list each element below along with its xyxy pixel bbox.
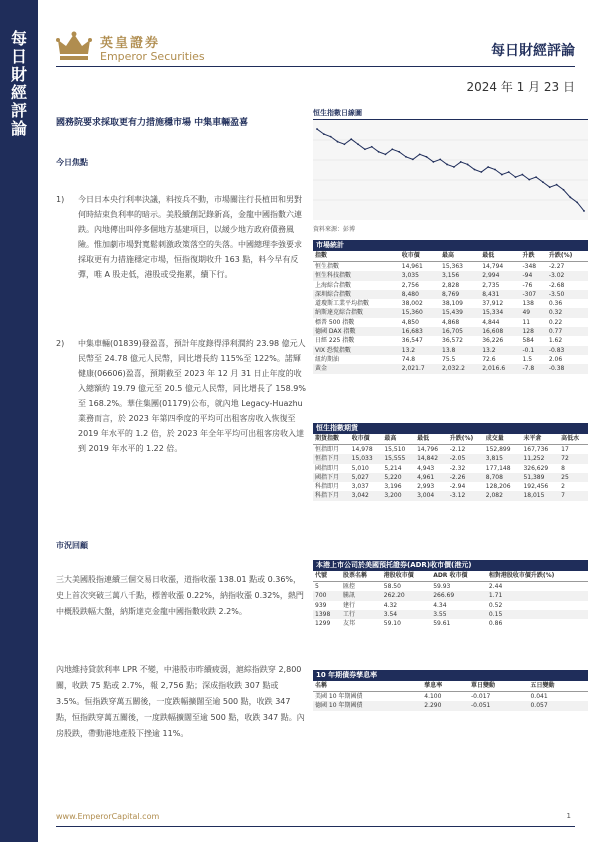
table-cell: 5,027 [350, 473, 383, 482]
review-paragraph-2: 內地維持貸款利率 LPR 不變，中港股市昨續疲弱，滬綜指跌穿 2,800 關，收跌 75 點或 2.7%，報 2,756 點；深成指收跌 307 點或 3.5%。恒指跌穿萬五關後，一度跌幅擴闊至逾 500 點，收跌 347 點，恒指跌穿萬五關後，一度跌幅擴闊至逾 500 點，收跌 347 點。內房股跌，帶動港地產股下挫逾 11%。 [56, 665, 305, 738]
table-cell: 4.34 [433, 601, 447, 609]
table-cell: 11 [522, 318, 531, 326]
table-cell: 2,016.6 [480, 364, 520, 373]
table-cell: 標普 500 指數 [315, 318, 355, 326]
table-cell: 0.22 [548, 318, 563, 326]
table-cell: 59.93 [433, 583, 451, 590]
table-cell: 4,868 [442, 318, 460, 326]
table-cell: 75.5 [442, 355, 456, 363]
table-cell: 8,431 [480, 290, 520, 299]
table-cell: 36,226 [482, 337, 504, 345]
table-row [313, 299, 588, 308]
table-cell: 939 [315, 601, 327, 609]
table-cell: -2.27 [548, 263, 565, 270]
table-cell: 15,033 [350, 454, 383, 463]
table-cell: 262.20 [382, 591, 431, 600]
column-header: 最低 [415, 434, 448, 445]
table-cell: VIX 恐慌指數 [313, 346, 400, 355]
table-cell: 14,978 [351, 446, 373, 453]
table-cell: 18,015 [521, 491, 559, 500]
column-header: 名稱 [313, 681, 422, 692]
table-cell: 2.290 [422, 701, 469, 710]
data-point [405, 156, 407, 158]
table-cell: 0.057 [528, 701, 588, 710]
table-cell: 15,510 [384, 446, 406, 453]
table-row [313, 692, 588, 702]
table-cell: 2,032.2 [440, 364, 480, 373]
table-cell: -0.83 [547, 346, 588, 355]
table-cell: 13.2 [480, 346, 520, 355]
vertical-title-char: 每 [10, 29, 27, 48]
table-cell: 納斯達克綜合指數 [313, 308, 400, 317]
data-point [535, 176, 537, 178]
table-cell: 3.54 [382, 610, 431, 619]
table-cell: 15,363 [442, 263, 463, 270]
column-header: 股票名稱 [341, 571, 382, 582]
table-cell: 5,010 [351, 464, 369, 472]
column-header: 期貨指數 [313, 434, 350, 445]
bond-table [313, 670, 588, 711]
data-point [474, 169, 476, 171]
table-row [313, 336, 588, 345]
data-point [583, 210, 585, 212]
table-cell: 深圳綜合指數 [313, 290, 400, 299]
table-cell: 0.15 [487, 610, 588, 619]
table-cell: -0.38 [547, 364, 588, 373]
table-cell: 14,796 [417, 446, 439, 453]
table-cell: -2.68 [548, 281, 565, 289]
table-cell: 4,943 [417, 464, 435, 472]
table-cell: 7 [559, 491, 588, 500]
table-cell: 2,082 [484, 491, 522, 500]
table-cell: 152,899 [485, 446, 511, 453]
table-cell: 15,555 [382, 454, 415, 463]
table-cell: 紐約期油 [315, 355, 340, 363]
data-point [480, 171, 482, 173]
data-point [501, 174, 503, 176]
table-cell: -3.12 [448, 491, 484, 500]
report-date: 2024 年 1 月 23 日 [466, 80, 575, 94]
column-header: 孳息率 [422, 681, 469, 692]
table-cell: -2.05 [448, 454, 484, 463]
logo-en: Emperor Securities [100, 50, 205, 63]
company-logo [56, 30, 216, 74]
chart-background [313, 120, 588, 220]
table-cell: 4,844 [482, 318, 500, 326]
vertical-title-char: 日 [10, 47, 27, 66]
page-number: 1 [566, 812, 571, 820]
table-cell: 2,994 [480, 271, 520, 280]
table-cell: 2,993 [417, 483, 435, 491]
data-point [378, 151, 380, 153]
column-header: 港股收市價 [382, 571, 431, 582]
table-row [313, 281, 588, 290]
vertical-title-char: 論 [10, 119, 27, 138]
table-cell: 恒指即月 [315, 446, 340, 453]
table-cell: 326,629 [523, 464, 549, 472]
review-paragraph-1: 三大美國股指連續三個交易日收漲，道指收漲 138.01 點或 0.36%，史上首次突破三萬八千點，標普收漲 0.22%，納指收漲 0.32%，熱門中概股跌幅大盤，納斯達克金龍中國指數收跌 2.2%。 [56, 575, 304, 616]
table-cell: 5 [315, 583, 319, 590]
table-cell: 騰訊 [341, 591, 382, 600]
table-cell: 58.50 [383, 583, 401, 590]
table-cell: 14,842 [415, 454, 448, 463]
table-cell: 36,547 [401, 337, 423, 345]
column-header: 收市價 [350, 434, 383, 445]
table-header-row [313, 571, 588, 582]
table-cell: 匯控 [343, 583, 356, 590]
table-cell: 128 [520, 327, 546, 336]
table-cell: -94 [520, 271, 546, 280]
table-cell: 11,252 [521, 454, 559, 463]
table-cell: 4.32 [383, 601, 398, 609]
table-cell: 37,912 [482, 300, 504, 308]
table-cell: 黃金 [313, 364, 400, 373]
data-point [398, 151, 400, 153]
table-cell: 日經 225 指數 [315, 337, 355, 345]
table-cell: 0.36 [548, 300, 563, 308]
table-row [313, 491, 588, 500]
table-cell: 3,042 [350, 491, 383, 500]
data-point [432, 161, 434, 163]
data-point [343, 143, 345, 145]
table-cell: 3,200 [382, 491, 415, 500]
table-cell: 3,037 [351, 483, 369, 491]
table-cell: 3,035 [400, 271, 440, 280]
table-row [313, 445, 588, 455]
table-cell: 4,850 [401, 318, 419, 326]
data-point [515, 176, 517, 178]
column-header: 最高 [440, 251, 480, 262]
table-cell: 59.61 [433, 620, 451, 628]
table-cell: 15,439 [440, 308, 480, 317]
table-cell: 美國 10 年期國債 [315, 693, 363, 700]
data-point [426, 156, 428, 158]
table-cell: 13.8 [440, 346, 480, 355]
table-cell: 15,360 [400, 308, 440, 317]
column-header: 成交量 [484, 434, 522, 445]
table-cell: -76 [522, 281, 533, 289]
data-point [446, 164, 448, 166]
chart-plot [313, 120, 588, 220]
data-point [508, 171, 510, 173]
table-cell: 恒生科技指數 [313, 271, 400, 280]
table-cell: 工行 [341, 610, 382, 619]
table-cell: -0.1 [520, 346, 546, 355]
data-point [330, 136, 332, 138]
data-point [521, 174, 523, 176]
table-header-row [313, 434, 588, 445]
column-header: 最高 [382, 434, 415, 445]
column-header: 單日變動 [469, 681, 528, 692]
table-row [313, 364, 588, 373]
vertical-title [6, 30, 32, 138]
table-row [313, 701, 588, 710]
table-cell: -2.26 [448, 473, 484, 482]
data-point [563, 189, 565, 191]
table-cell: 0.32 [547, 308, 588, 317]
table-cell: 700 [313, 591, 341, 600]
table-cell: 0.041 [530, 693, 548, 700]
table-row [313, 346, 588, 355]
logo-cn: 英皇證券 [100, 36, 161, 51]
data-point [576, 201, 578, 203]
data-point [337, 141, 339, 143]
table-title: 10 年期債券孳息率 [313, 670, 588, 681]
table-cell: -7.8 [520, 364, 546, 373]
column-header: 收市價 [400, 251, 440, 262]
data-point [467, 164, 469, 166]
data-point [453, 166, 455, 168]
column-header: 升跌 [520, 251, 546, 262]
table-row [313, 582, 588, 592]
data-point [323, 133, 325, 135]
table-row [313, 591, 588, 600]
document-title: 每日財經評論 [491, 43, 575, 59]
table-cell: 49 [520, 308, 546, 317]
data-point [350, 138, 352, 140]
table-header-row [313, 681, 588, 692]
table-cell: 192,456 [523, 483, 549, 491]
crown-icon [56, 30, 92, 64]
table-cell: 72.6 [482, 355, 496, 363]
table-cell: 上海綜合指數 [315, 281, 352, 289]
column-header: 高低水 [559, 434, 588, 445]
table-cell: 科指下月 [313, 491, 350, 500]
footer-divider [56, 826, 575, 827]
table-cell: 2,021.7 [400, 364, 440, 373]
headline: 國務院要求採取更有力措施穩市場 中集車輛盈喜 [56, 118, 249, 128]
market-stats-table [313, 240, 588, 374]
table-cell: 138 [522, 300, 534, 308]
data-point [385, 153, 387, 155]
table-row [313, 610, 588, 619]
table-row [313, 619, 588, 628]
table-cell: 0.77 [547, 327, 588, 336]
table-cell: 15,334 [480, 308, 520, 317]
focus-item-1 [56, 192, 306, 282]
column-header: 指數 [313, 251, 400, 262]
table-cell: -0.017 [471, 693, 491, 700]
table-cell: 16,608 [480, 327, 520, 336]
table-cell: 1398 [313, 610, 341, 619]
data-point [542, 181, 544, 183]
table-cell: 51,389 [521, 473, 559, 482]
data-point [412, 158, 414, 160]
table-row [313, 327, 588, 336]
data-point [316, 128, 318, 130]
table-cell: 1.62 [548, 337, 563, 345]
table-cell: 3,815 [484, 454, 522, 463]
data-point [569, 196, 571, 198]
vertical-title-char: 財 [10, 65, 27, 84]
table-cell: 科指即月 [315, 483, 340, 491]
table-cell: 14,961 [401, 263, 423, 270]
table-cell: -2.12 [449, 446, 466, 453]
table-cell: 1.71 [487, 591, 588, 600]
table-cell: 2,828 [442, 281, 460, 289]
table-row [313, 262, 588, 272]
table-row [313, 271, 588, 280]
column-header: 升跌(%) [547, 251, 588, 262]
futures-table [313, 423, 588, 501]
table-cell: 16,683 [400, 327, 440, 336]
item-number: 2) [56, 339, 65, 348]
focus-item-2 [56, 336, 306, 456]
table-cell: 恒生指數 [315, 263, 340, 270]
table-cell: 25 [559, 473, 588, 482]
column-header: 代號 [313, 571, 341, 582]
table-cell: 建行 [343, 601, 356, 609]
column-header: 五日變動 [528, 681, 588, 692]
table-cell: 德國 DAX 指數 [313, 327, 400, 336]
table-cell: 2.44 [488, 583, 503, 590]
table-cell: 266.69 [431, 591, 487, 600]
item-text: 中集車輛(01839)發盈喜，預計年度錄得淨利潤約 23.98 億元人民幣至 24.78 億元人民幣，同比增長約 115%至 122%。諾輝健康(06606)盈喜，預期截至 2023 年 12 月 31 日止年度的收入總額約 19.79 億元至 20.5 億元人民幣，同比增長了 158.9%至 168.2%。華住集團(01179)公布，就內地 Legacy-Huazhu 業務而言，於 2023 年第四季度的平均可出租客房收入恢復至 2019 年水平的 1.2 倍，於 2023 年全年平均可出租客房收入達到 2019 年水平的 1.22 倍。 [78, 339, 306, 453]
table-cell: 德國 10 年期國債 [313, 701, 422, 710]
table-cell: 3,156 [440, 271, 480, 280]
data-point [460, 161, 462, 163]
data-point [487, 166, 489, 168]
table-cell: 道瓊斯工業平均指數 [315, 300, 370, 308]
data-point [364, 148, 366, 150]
table-cell: 2.06 [548, 355, 563, 363]
data-point [357, 143, 359, 145]
review-title: 市況回顧 [56, 541, 88, 550]
table-cell: -348 [522, 263, 537, 270]
table-cell: -2.94 [449, 483, 466, 491]
table-cell: 國指即月 [315, 464, 340, 472]
table-cell: 17 [561, 446, 569, 453]
website-link[interactable]: www.EmperorCapital.com [56, 812, 160, 821]
data-point [419, 153, 421, 155]
table-cell: 0.52 [488, 601, 503, 609]
table-row [313, 454, 588, 463]
table-cell: -3.02 [547, 271, 588, 280]
table-row [313, 318, 588, 327]
table-cell: 14,794 [482, 263, 504, 270]
data-point [371, 146, 373, 148]
data-point [549, 186, 551, 188]
table-row [313, 290, 588, 299]
table-cell: 2,735 [482, 281, 500, 289]
header-divider [56, 66, 575, 67]
table-cell: 恒指下月 [313, 454, 350, 463]
data-point [391, 148, 393, 150]
table-title: 本港上市公司於美國預托證券(ADR)收市價(港元) [313, 560, 588, 571]
table-cell: 59.10 [383, 620, 401, 628]
table-row [313, 464, 588, 473]
table-cell: 8,769 [440, 290, 480, 299]
table-cell: 1.5 [522, 355, 533, 363]
table-cell: 1299 [315, 620, 331, 628]
table-cell: 國指下月 [313, 473, 350, 482]
table-cell: 8 [561, 464, 565, 472]
hsi-chart [313, 108, 588, 233]
table-cell: 38,109 [442, 300, 463, 308]
column-header: 相對港股收市價升跌(%) [487, 571, 588, 582]
table-cell: -2.32 [449, 464, 466, 472]
table-cell: -307 [520, 290, 546, 299]
table-row [313, 482, 588, 491]
table-cell: 177,148 [485, 464, 511, 472]
table-cell: 2,756 [401, 281, 419, 289]
chart-title: 恒生指數日線圖 [313, 108, 588, 120]
table-cell: 4.100 [424, 693, 442, 700]
table-cell: -3.50 [547, 290, 588, 299]
table-cell: 167,736 [523, 446, 549, 453]
column-header: ADR 收市價 [431, 571, 487, 582]
table-row [313, 308, 588, 317]
table-cell: 2 [561, 483, 565, 491]
table-cell: 36,572 [442, 337, 463, 345]
column-header: 最低 [480, 251, 520, 262]
table-cell: 13.2 [400, 346, 440, 355]
data-point [528, 179, 530, 181]
table-cell: 16,705 [440, 327, 480, 336]
table-cell: 8,708 [484, 473, 522, 482]
table-cell: 3,004 [415, 491, 448, 500]
table-title: 恒生指數期貨 [313, 423, 588, 434]
sidebar-band [0, 0, 38, 842]
table-cell: 5,220 [382, 473, 415, 482]
table-header-row [313, 251, 588, 262]
table-row [313, 355, 588, 364]
table-row [313, 473, 588, 482]
table-cell: 0.86 [488, 620, 503, 628]
table-row [313, 601, 588, 610]
table-cell: 3.55 [431, 610, 487, 619]
table-cell: 74.8 [401, 355, 416, 363]
table-cell: 4,961 [415, 473, 448, 482]
table-cell: 3,196 [384, 483, 402, 491]
vertical-title-char: 評 [10, 101, 27, 120]
data-point [556, 184, 558, 186]
adr-table [313, 560, 588, 628]
table-cell: 584 [522, 337, 534, 345]
vertical-title-char: 經 [10, 83, 27, 102]
focus-title: 今日焦點 [56, 158, 88, 167]
item-text: 今日日本央行利率決議，料按兵不動，市場關注行長植田和男對何時結束負利率的暗示。美股續創記錄新高，金龍中國指數六連跌。內地傳出叫停多個地方基建項目，以緩少地方政府債務風險。惟加劇市場對寬鬆刺激政策落空的失落。中國總理李強要求採取更有力措施穩定市場，恒指復期收升 163 點，料今早有反彈，唯 A 股走低，港股或受拖累，續下行。 [78, 195, 302, 279]
table-cell: 8,480 [400, 290, 440, 299]
column-header: 升跌(%) [448, 434, 484, 445]
table-cell: -0.051 [469, 701, 528, 710]
table-cell: 72 [559, 454, 588, 463]
item-number: 1) [56, 195, 65, 204]
column-header: 未平倉 [521, 434, 559, 445]
table-cell: 38,002 [401, 300, 423, 308]
table-title: 市場統計 [313, 240, 588, 251]
table-cell: 5,214 [384, 464, 402, 472]
chart-source: 資料來源：彭博 [313, 226, 356, 233]
table-cell: 友邦 [343, 620, 356, 628]
data-point [494, 169, 496, 171]
table-cell: 128,206 [485, 483, 511, 491]
data-point [439, 158, 441, 160]
